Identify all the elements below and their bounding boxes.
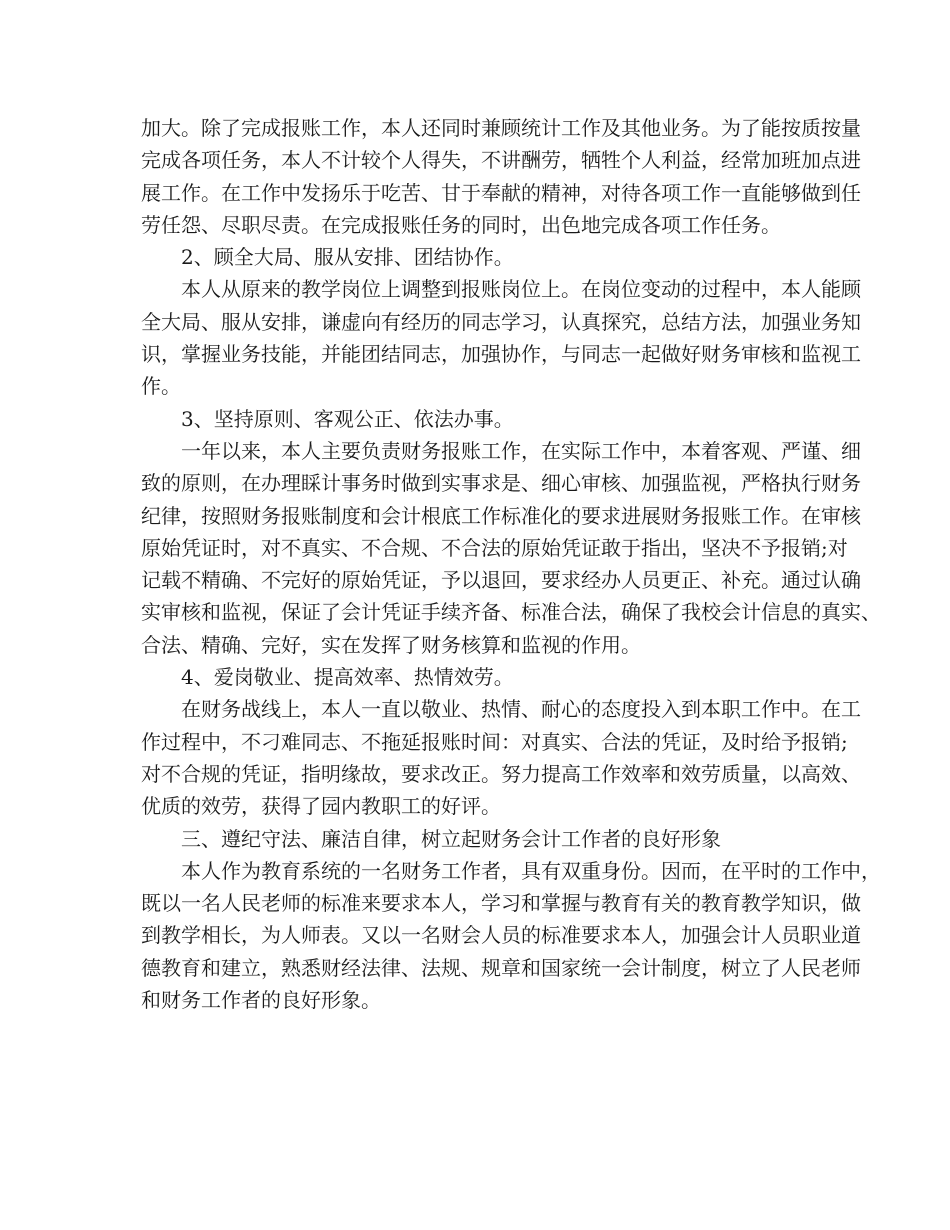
text-line: 优质的效劳，获得了园内教职工的好评。: [141, 794, 501, 819]
section-heading: 三、遵纪守法、廉洁自律，树立起财务会计工作者的良好形象: [181, 826, 721, 851]
section-heading: 2、顾全大局、服从安排、团结协作。: [181, 245, 514, 270]
text-line: 和财务工作者的良好形象。: [141, 988, 381, 1013]
text-line: 作。: [141, 374, 181, 399]
text-line: 识，掌握业务技能，并能团结同志，加强协作，与同志一起做好财务审核和监视工: [141, 342, 861, 367]
text-line: 对不合规的凭证，指明缘故，要求改正。努力提高工作效率和效劳质量，以高效、: [141, 761, 861, 786]
section-heading: 3、坚持原则、客观公正、依法办事。: [181, 406, 514, 431]
text-line: 合法、精确、完好，实在发挥了财务核算和监视的作用。: [141, 632, 641, 657]
text-line: 实审核和监视，保证了会计凭证手续齐备、标准合法，确保了我校会计信息的真实、: [141, 600, 881, 625]
text-line: 加大。除了完成报账工作，本人还同时兼顾统计工作及其他业务。为了能按质按量: [141, 116, 861, 140]
text-line: 作过程中，不刁难同志、不拖延报账时间：对真实、合法的凭证，及时给予报销;: [141, 729, 848, 754]
text-line: 纪律，按照财务报账制度和会计根底工作标准化的要求进展财务报账工作。在审核: [141, 503, 861, 528]
text-line: 展工作。在工作中发扬乐于吃苦、甘于奉献的精神，对待各项工作一直能够做到任: [141, 180, 861, 205]
text-line: 德教育和建立，熟悉财经法律、法规、规章和国家统一会计制度，树立了人民老师: [141, 955, 861, 980]
section-heading: 4、爱岗敬业、提高效率、热情效劳。: [181, 665, 514, 690]
text-line: 记载不精确、不完好的原始凭证，予以退回，要求经办人员更正、补充。通过认确: [141, 568, 861, 593]
document-body: [141, 112, 881, 1016]
text-line: 完成各项任务，本人不计较个人得失，不讲酬劳，牺牲个人利益，经常加班加点进: [141, 148, 861, 173]
text-line: 本人从原来的教学岗位上调整到报账岗位上。在岗位变动的过程中，本人能顾: [181, 277, 861, 302]
text-line: 在财务战线上，本人一直以敬业、热情、耐心的态度投入到本职工作中。在工: [181, 697, 861, 722]
text-line: 原始凭证时，对不真实、不合规、不合法的原始凭证敢于指出，坚决不予报销;对: [141, 535, 848, 560]
text-line: 一年以来，本人主要负责财务报账工作，在实际工作中，本着客观、严谨、细: [181, 438, 861, 463]
text-line: 全大局、服从安排，谦虚向有经历的同志学习，认真探究，总结方法，加强业务知: [141, 309, 861, 334]
text-line: 既以一名人民老师的标准来要求本人，学习和掌握与教育有关的教育教学知识，做: [141, 891, 861, 916]
text-line: 劳任怨、尽职尽责。在完成报账任务的同时，出色地完成各项工作任务。: [141, 212, 781, 237]
text-line: 本人作为教育系统的一名财务工作者，具有双重身份。因而，在平时的工作中，: [181, 858, 881, 883]
text-line: 致的原则，在办理睬计事务时做到实事求是、细心审核、加强监视，严格执行财务: [141, 471, 861, 496]
text-line: 到教学相长，为人师表。又以一名财会人员的标准要求本人，加强会计人员职业道: [141, 923, 861, 948]
